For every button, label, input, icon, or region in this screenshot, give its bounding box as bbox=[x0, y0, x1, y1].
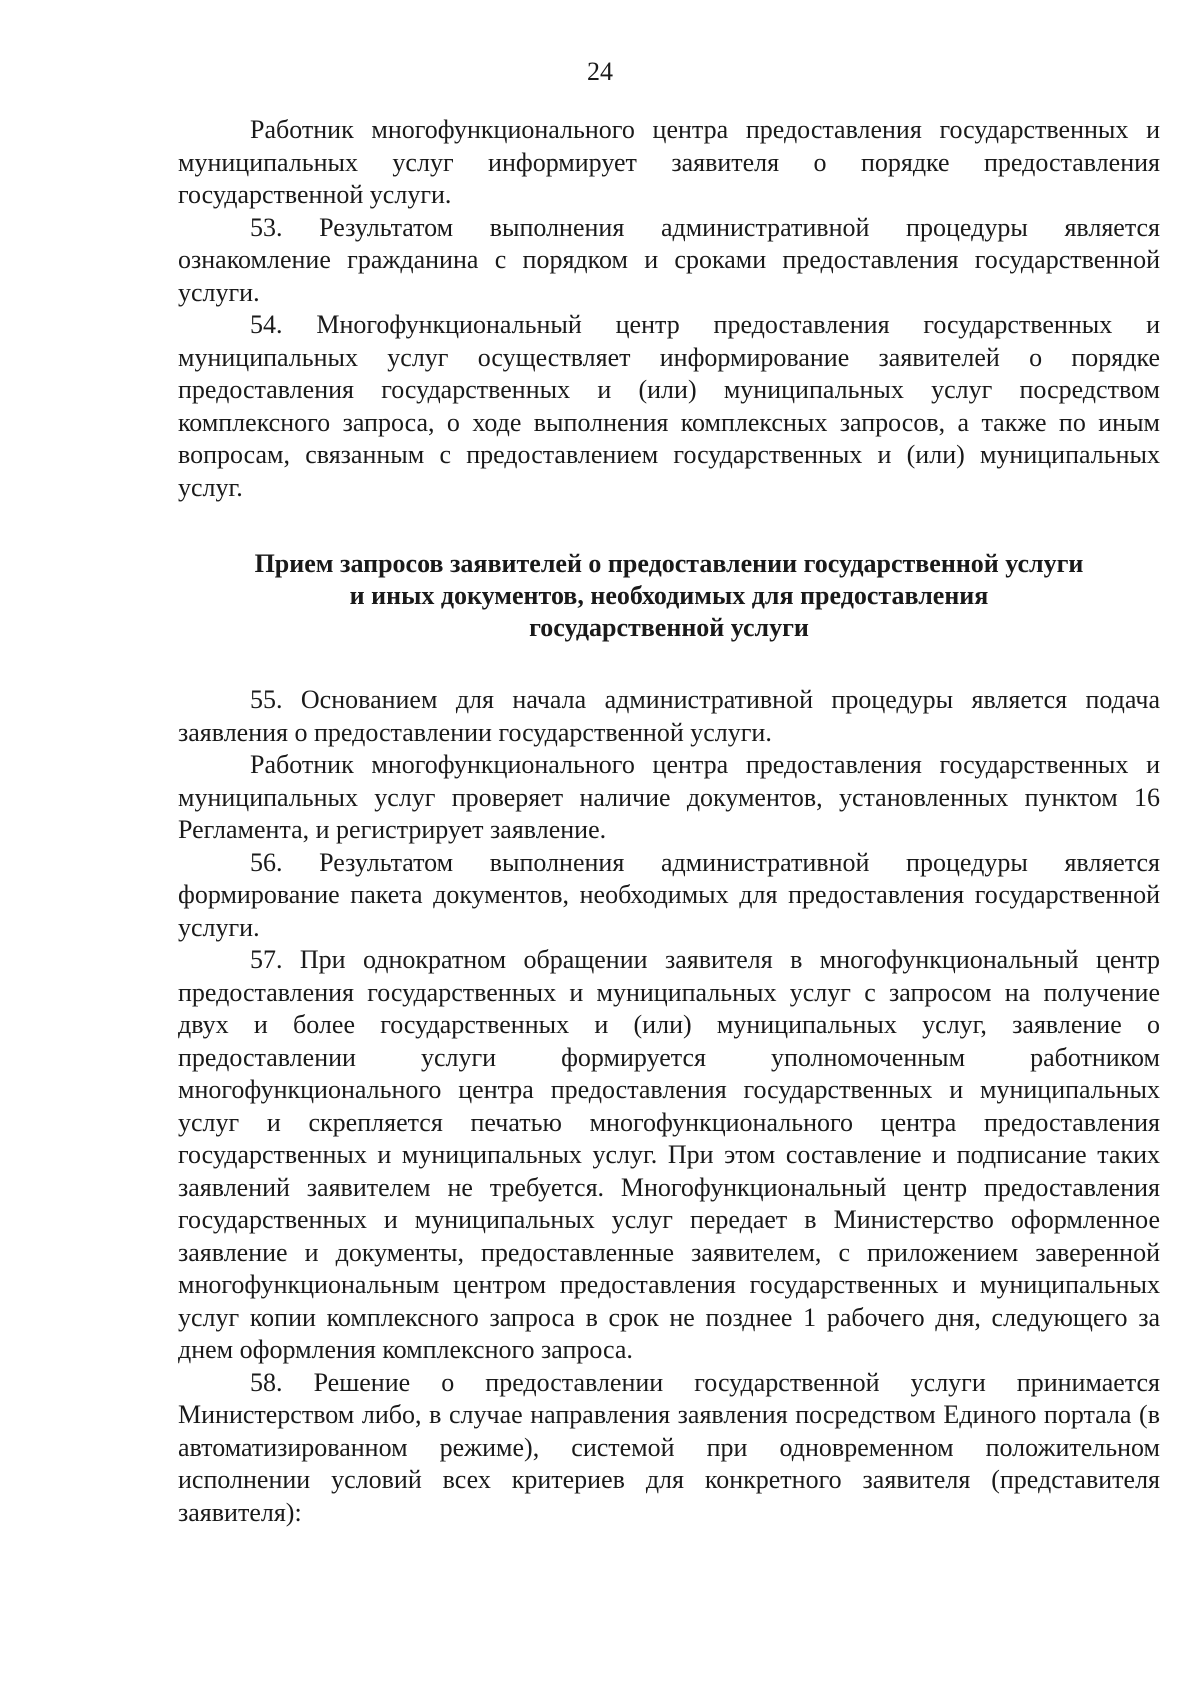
paragraph-mfc-worker-checks: Работник многофункционального центра предоставления государственных и муниципальных услуг проверяет наличие документов, установленных пунктом 16 Регламента, и регистрирует заявление. bbox=[178, 750, 1160, 844]
paragraph-57: 57. При однократном обращении заявителя в многофункциональный центр предоставления государственных и муниципальных услуг с запросом на получение двух и более государственных и (или) муниципальных услуг, заявление о предоставлении услуги формируется уполномоченным работником многофункционального центра предоставления государственных и муниципальных услуг и скрепляется печатью многофункционального центра предоставления государственных и муниципальных услуг. При этом составление и подписание таких заявлений заявителем не требуется. Многофункциональный центр предоставления государственных и муниципальных услуг передает в Министерство оформленное заявление и документы, предоставленные заявителем, с приложением заверенной многофункциональным центром предоставления государственных и муниципальных услуг копии комплексного запроса в срок не позднее 1 рабочего дня, следующего за днем оформления комплексного запроса. bbox=[178, 945, 1160, 1364]
paragraph-mfc-worker-informs: Работник многофункционального центра предоставления государственных и муниципальных услуг информирует заявителя о порядке предоставления государственной услуги. bbox=[178, 115, 1160, 209]
section-heading-line-2: и иных документов, необходимых для предоставления bbox=[349, 581, 989, 610]
section-heading bbox=[178, 548, 1160, 644]
paragraph-54: 54. Многофункциональный центр предоставления государственных и муниципальных услуг осуществляет информирование заявителей о порядке предоставления государственных и (или) муниципальных услуг посредством комплексного запроса, о ходе выполнения комплексных запросов, а также по иным вопросам, связанным с предоставлением государственных и (или) муниципальных услуг. bbox=[178, 310, 1160, 502]
section-heading-line-3: государственной услуги bbox=[529, 613, 809, 642]
page-number: 24 bbox=[587, 57, 613, 86]
paragraph-53: 53. Результатом выполнения административной процедуры является ознакомление гражданина с порядком и сроками предоставления государственной услуги. bbox=[178, 212, 1160, 307]
paragraph-55: 55. Основанием для начала административной процедуры является подача заявления о предоставлении государственной услуги. bbox=[178, 685, 1160, 747]
document-body bbox=[178, 114, 1160, 1529]
paragraph-58: 58. Решение о предоставлении государственной услуги принимается Министерством либо, в случае направления заявления посредством Единого портала (в автоматизированном режиме), системой при одновременном положительном исполнении условий всех критериев для конкретного заявителя (представителя заявителя): bbox=[178, 1367, 1160, 1527]
paragraph-56: 56. Результатом выполнения административной процедуры является формирование пакета документов, необходимых для предоставления государственной услуги. bbox=[178, 847, 1160, 942]
section-heading-line-1: Прием запросов заявителей о предоставлении государственной услуги bbox=[254, 549, 1084, 578]
